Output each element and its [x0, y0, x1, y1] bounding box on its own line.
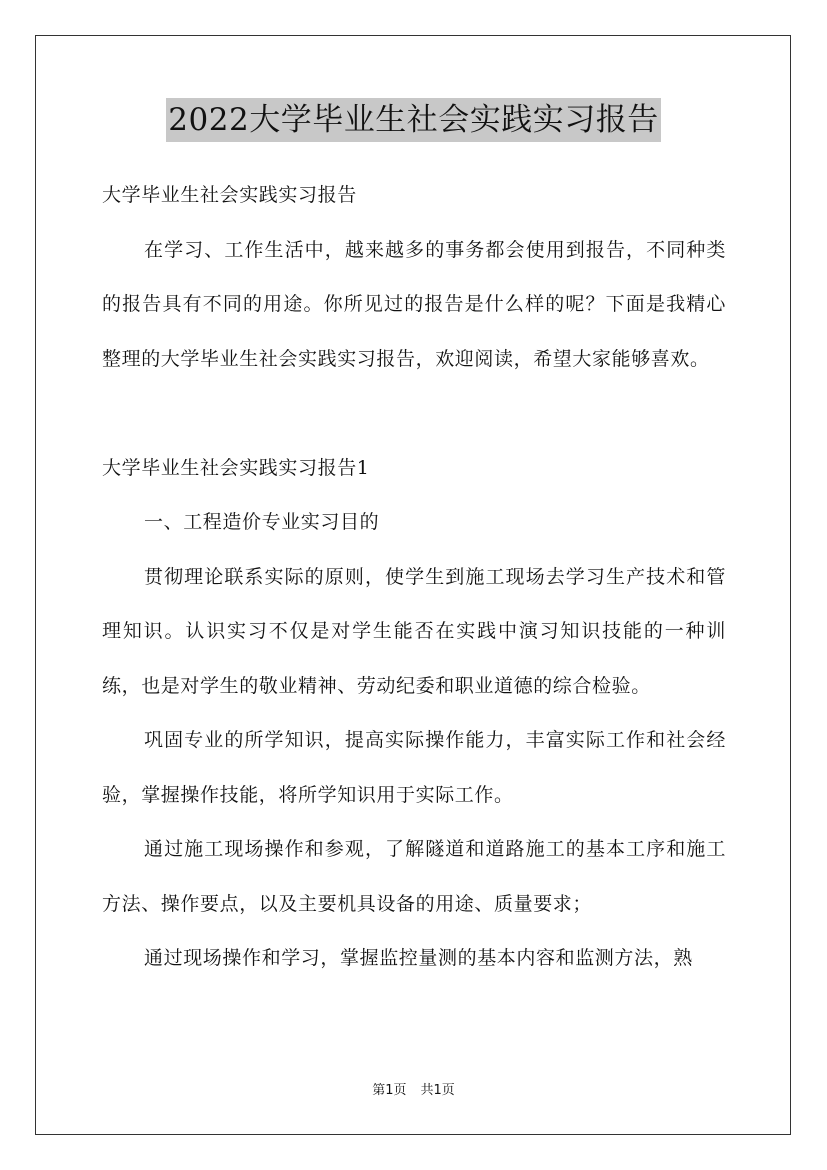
paragraph: 通过现场操作和学习，掌握监控量测的基本内容和监测方法，熟 [144, 947, 693, 969]
title-container [0, 98, 827, 142]
paragraph: 大学毕业生社会实践实习报告1 [102, 456, 370, 479]
page-footer [0, 1082, 827, 1100]
paragraph: 贯彻理论联系实际的原则，使学生到施工现场去学习生产技术和管理知识。认识实习不仅是对学生能否在实践中演习知识技能的一种训练，也是对学生的敬业精神、劳动纪委和职业道德的综合检验。 [102, 565, 726, 697]
document-body [102, 168, 726, 986]
paragraph: 大学毕业生社会实践实习报告 [102, 184, 357, 206]
paragraph: 一、工程造价专业实习目的 [144, 511, 380, 533]
paragraph-spacer [102, 386, 726, 441]
paragraph: 巩固专业的所学知识，提高实际操作能力，丰富实际工作和社会经验，掌握操作技能，将所学知识用于实际工作。 [102, 729, 726, 806]
paragraph: 通过施工现场操作和参观，了解隧道和道路施工的基本工序和施工方法、操作要点，以及主要机具设备的用途、质量要求； [102, 838, 726, 915]
page-total: 共1页 [420, 1083, 455, 1098]
page-number: 第1页 [372, 1083, 407, 1098]
paragraph: 在学习、工作生活中，越来越多的事务都会使用到报告，不同种类的报告具有不同的用途。你所见过的报告是什么样的呢？下面是我精心整理的大学毕业生社会实践实习报告，欢迎阅读，希望大家能够喜欢。 [102, 238, 726, 370]
document-title: 2022大学毕业生社会实践实习报告 [166, 98, 660, 142]
